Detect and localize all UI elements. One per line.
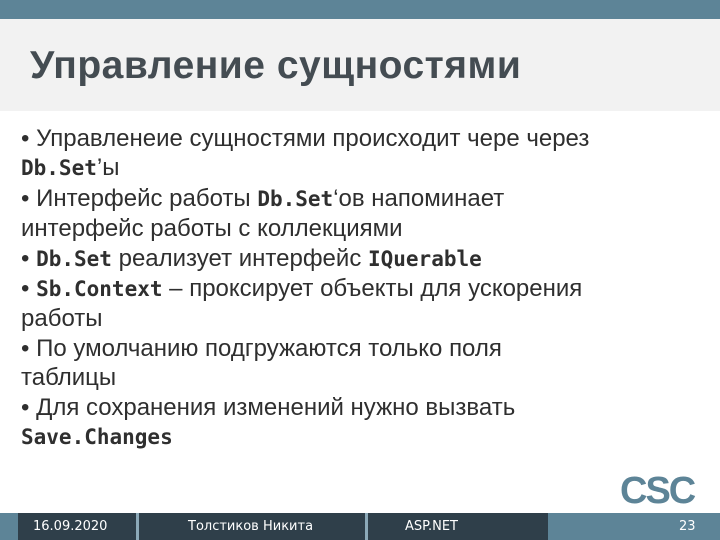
bullet-text: работы: [21, 305, 103, 333]
bullet-line: [21, 422, 701, 452]
bullet-line: [21, 124, 701, 153]
footer-date: 16.09.2020: [33, 519, 108, 534]
bullet-line: [21, 184, 701, 214]
csc-logo: [620, 470, 710, 510]
slide-title: Управление сущностями: [30, 44, 522, 87]
code-term: Db.Set: [36, 246, 112, 271]
bullet-line: [21, 153, 701, 183]
footer-topic-cell: [368, 513, 548, 540]
code-term: IQuerable: [367, 246, 482, 271]
bullet-line: [21, 334, 701, 363]
bullet-line: [21, 393, 701, 422]
bullet-text: ‘ов напоминает: [333, 184, 505, 212]
bullet-text: интерфейс работы с коллекциями: [21, 215, 403, 243]
bullet-text: • Для сохранения изменений нужно вызвать: [21, 393, 516, 421]
bullet-text: •: [21, 244, 37, 272]
bullet-line: [21, 304, 701, 333]
bullet-line: [21, 274, 701, 304]
code-term: Db.Set: [257, 186, 334, 211]
footer-topic: ASP.NET: [405, 519, 458, 534]
bullet-line: [21, 244, 701, 274]
code-term: Save.Changes: [21, 425, 173, 450]
bullet-text: ’ы: [96, 154, 120, 182]
footer-author: Толстиков Никита: [188, 519, 314, 534]
code-term: Sb.Context: [36, 277, 163, 302]
csc-logo-text: CSC: [620, 470, 695, 510]
bullet-text: – проксирует объекты для ускорения: [162, 275, 583, 303]
footer-page-number: 23: [679, 519, 696, 534]
bullet-text: • По умолчанию подгружаются только поля: [21, 334, 502, 362]
bullet-text: • Интерфейс работы: [21, 184, 258, 212]
bullet-text: •: [21, 275, 37, 303]
bullet-line: [21, 214, 701, 243]
bullet-text: таблицы: [21, 364, 117, 392]
bullet-line: [21, 363, 701, 392]
bullet-text: реализует интерфейс: [111, 244, 368, 272]
slide-body: [21, 124, 701, 452]
bullet-text: • Управленеие сущностями происходит чере через: [21, 125, 590, 152]
top-accent-bar: [0, 0, 720, 19]
code-term: Db.Set: [21, 156, 97, 181]
